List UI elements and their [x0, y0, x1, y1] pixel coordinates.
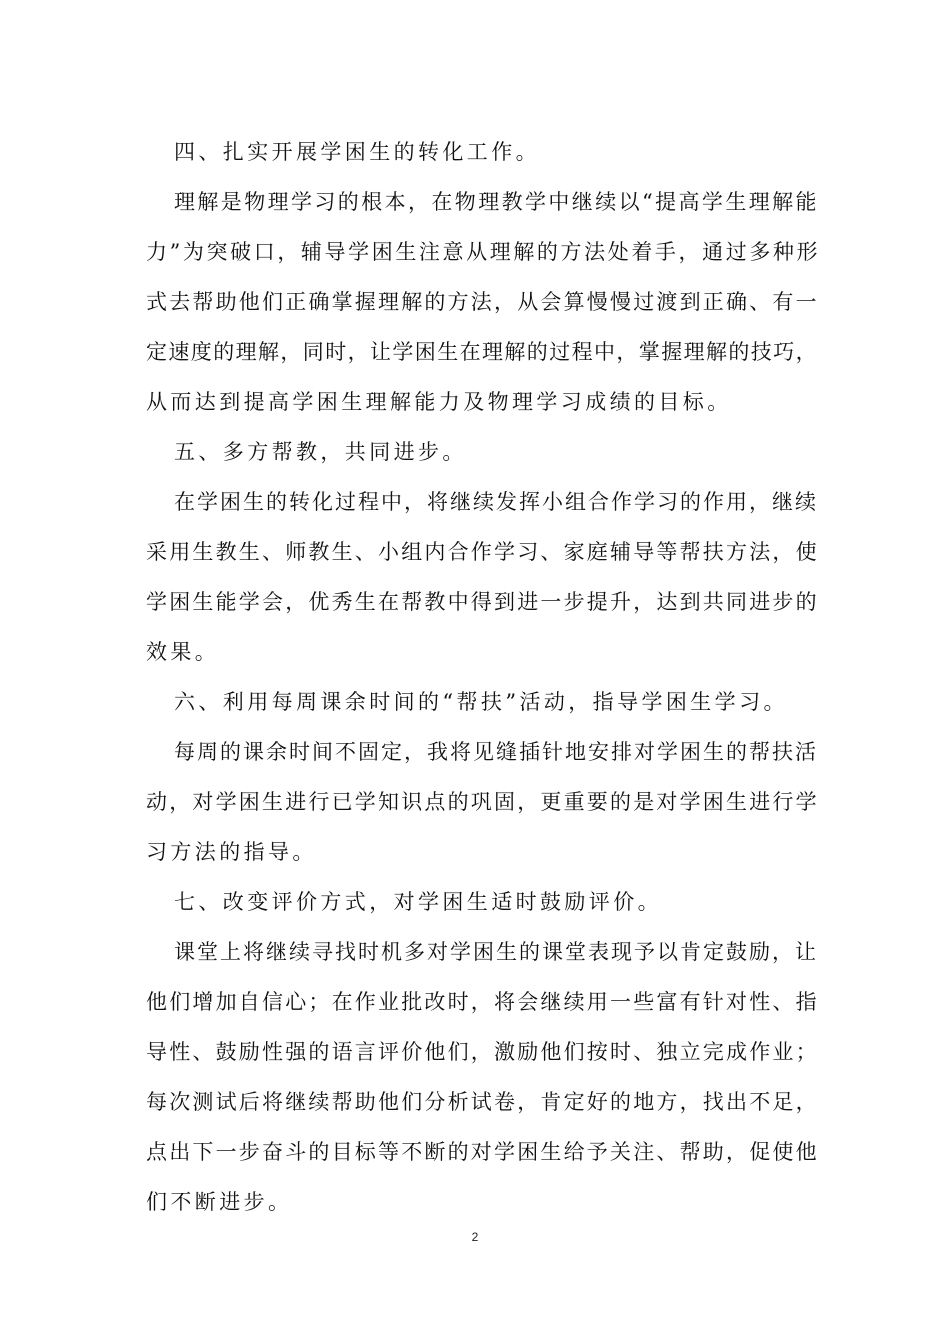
paragraph-line: 效果。: [146, 640, 220, 664]
paragraph-line: 动，对学困生进行已学知识点的巩固，更重要的是对学困生进行学: [146, 790, 819, 814]
paragraph-line: 导性、鼓励性强的语言评价他们，激励他们按时、独立完成作业；: [146, 1040, 819, 1064]
section-heading-7: 七、改变评价方式，对学困生适时鼓励评价。: [174, 890, 662, 914]
paragraph-line: 课堂上将继续寻找时机多对学困生的课堂表现予以肯定鼓励，让: [174, 940, 818, 964]
paragraph-line: 采用生教生、师教生、小组内合作学习、家庭辅导等帮扶方法，使: [146, 540, 819, 564]
paragraph-line: 定速度的理解，同时，让学困生在理解的过程中，掌握理解的技巧，: [146, 340, 818, 364]
paragraph-line: 理解是物理学习的根本，在物理教学中继续以“提高学生理解能: [174, 190, 819, 214]
section-heading-5: 五、多方帮教，共同进步。: [174, 440, 467, 464]
paragraph-line: 从而达到提高学困生理解能力及物理学习成绩的目标。: [146, 390, 732, 414]
section-heading-4: 四、扎实开展学困生的转化工作。: [174, 140, 540, 164]
paragraph-line: 每次测试后将继续帮助他们分析试卷，肯定好的地方，找出不足，: [146, 1090, 819, 1114]
paragraph-line: 在学困生的转化过程中，将继续发挥小组合作学习的作用，继续: [174, 490, 818, 514]
paragraph-line: 学困生能学会，优秀生在帮教中得到进一步提升，达到共同进步的: [146, 590, 819, 614]
paragraph-line: 力”为突破口，辅导学困生注意从理解的方法处着手，通过多种形: [146, 240, 821, 264]
paragraph-line: 点出下一步奋斗的目标等不断的对学困生给予关注、帮助，促使他: [146, 1140, 819, 1164]
paragraph-line: 习方法的指导。: [146, 840, 317, 864]
page-number: 2: [471, 1230, 479, 1244]
paragraph-line: 们不断进步。: [146, 1190, 293, 1214]
section-heading-6: 六、利用每周课余时间的“帮扶”活动，指导学困生学习。: [174, 690, 788, 714]
paragraph-line: 他们增加自信心；在作业批改时，将会继续用一些富有针对性、指: [146, 990, 819, 1014]
paragraph-line: 每周的课余时间不固定，我将见缝插针地安排对学困生的帮扶活: [174, 740, 818, 764]
paragraph-line: 式去帮助他们正确掌握理解的方法，从会算慢慢过渡到正确、有一: [146, 290, 819, 314]
